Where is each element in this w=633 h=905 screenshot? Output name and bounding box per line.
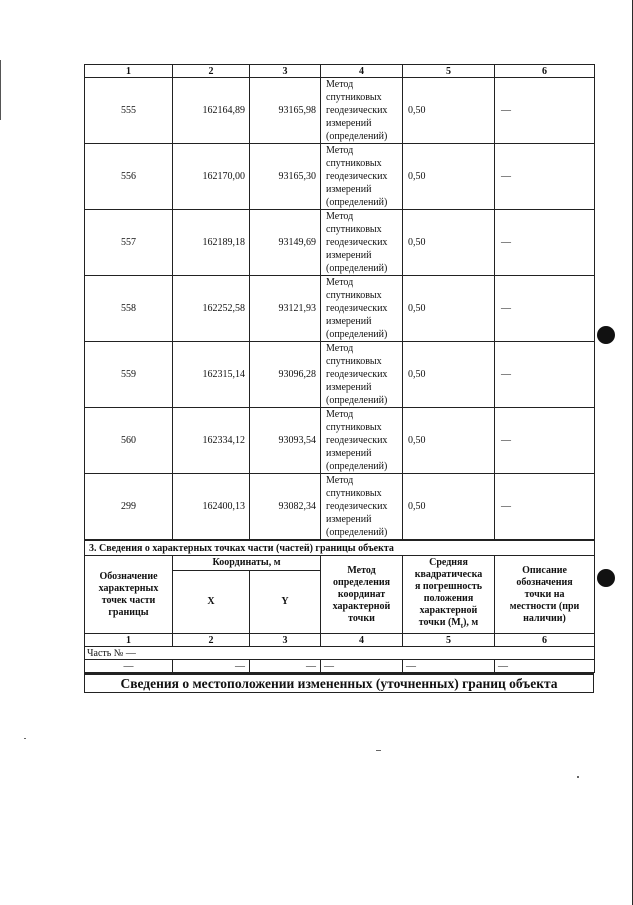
point-rows — [85, 78, 595, 540]
table-row — [85, 408, 595, 474]
column-number-row — [85, 634, 595, 647]
point-number: 560 — [85, 408, 173, 474]
column-number: 6 — [495, 65, 595, 78]
description-cell: — — [495, 342, 595, 408]
column-number: 3 — [250, 65, 321, 78]
description-cell: — — [495, 474, 595, 540]
method-line: геодезических — [326, 501, 388, 512]
table-cell: — — [85, 660, 173, 673]
accuracy-cell: 0,50 — [403, 276, 495, 342]
method-line: геодезических — [326, 369, 388, 380]
column-number: 6 — [495, 634, 595, 647]
coord-x: 162170,00 — [173, 144, 250, 210]
point-number: 559 — [85, 342, 173, 408]
coord-y: 93165,98 — [250, 78, 321, 144]
method-line: измерений — [326, 250, 372, 261]
accuracy-cell: 0,50 — [403, 474, 495, 540]
column-number: 5 — [403, 65, 495, 78]
point-number: 299 — [85, 474, 173, 540]
accuracy-cell: 0,50 — [403, 408, 495, 474]
table-row — [85, 210, 595, 276]
column-number-row — [85, 65, 595, 78]
method-line: спутниковых — [326, 422, 382, 433]
method-line: измерений — [326, 118, 372, 129]
method-line: геодезических — [326, 435, 388, 446]
points-table — [84, 64, 595, 540]
method-line: Метод — [326, 277, 354, 288]
method-cell — [321, 78, 403, 144]
header-description: Описание обозначения точки на местности (при наличии) — [495, 556, 595, 634]
method-line: (определений) — [326, 395, 388, 406]
scan-speck — [577, 776, 579, 778]
method-line: Метод — [326, 79, 354, 90]
table-cell: — — [250, 660, 321, 673]
scan-speck — [376, 750, 381, 751]
table-cell: — — [495, 660, 595, 673]
method-cell — [321, 210, 403, 276]
method-line: измерений — [326, 448, 372, 459]
method-line: Метод — [326, 145, 354, 156]
description-cell: — — [495, 78, 595, 144]
column-number: 4 — [321, 634, 403, 647]
coord-x: 162189,18 — [173, 210, 250, 276]
method-cell — [321, 276, 403, 342]
description-cell: — — [495, 408, 595, 474]
table-row — [85, 474, 595, 540]
method-line: (определений) — [326, 131, 388, 142]
table-row — [85, 144, 595, 210]
column-number: 2 — [173, 65, 250, 78]
table-row — [85, 342, 595, 408]
description-cell: — — [495, 144, 595, 210]
accuracy-cell: 0,50 — [403, 342, 495, 408]
table-cell: — — [321, 660, 403, 673]
method-line: измерений — [326, 316, 372, 327]
table-row — [85, 276, 595, 342]
method-line: геодезических — [326, 303, 388, 314]
method-line: Метод — [326, 343, 354, 354]
coord-y: 93082,34 — [250, 474, 321, 540]
method-line: (определений) — [326, 197, 388, 208]
document-sheet — [84, 64, 594, 693]
point-number: 557 — [85, 210, 173, 276]
scan-edge-mark — [0, 60, 1, 120]
coord-x: 162315,14 — [173, 342, 250, 408]
method-cell — [321, 144, 403, 210]
coord-y: 93121,93 — [250, 276, 321, 342]
header-designation: Обозначение характерных точек части границы — [85, 556, 173, 634]
header-x: X — [173, 571, 250, 634]
method-line: спутниковых — [326, 224, 382, 235]
coord-y: 93093,54 — [250, 408, 321, 474]
method-line: измерений — [326, 514, 372, 525]
method-line: спутниковых — [326, 290, 382, 301]
column-number: 4 — [321, 65, 403, 78]
method-line: геодезических — [326, 105, 388, 116]
coord-x: 162334,12 — [173, 408, 250, 474]
method-cell — [321, 342, 403, 408]
method-cell — [321, 474, 403, 540]
section3-table — [84, 540, 595, 673]
method-line: (определений) — [326, 263, 388, 274]
method-line: (определений) — [326, 461, 388, 472]
coord-y: 93149,69 — [250, 210, 321, 276]
method-line: спутниковых — [326, 158, 382, 169]
column-number: 2 — [173, 634, 250, 647]
description-cell: — — [495, 210, 595, 276]
method-line: (определений) — [326, 329, 388, 340]
table-cell: — — [173, 660, 250, 673]
column-number: 1 — [85, 634, 173, 647]
table-row — [85, 78, 595, 144]
method-line: спутниковых — [326, 356, 382, 367]
coord-x: 162252,58 — [173, 276, 250, 342]
method-line: Метод — [326, 475, 354, 486]
column-number: 1 — [85, 65, 173, 78]
method-line: Метод — [326, 409, 354, 420]
section3-title: 3. Сведения о характерных точках части (частей) границы объекта — [85, 541, 595, 556]
method-line: (определений) — [326, 527, 388, 538]
point-number: 555 — [85, 78, 173, 144]
footer-section-title: Сведения о местоположении измененных (уточненных) границ объекта — [84, 673, 594, 693]
method-line: спутниковых — [326, 488, 382, 499]
method-cell — [321, 408, 403, 474]
description-cell: — — [495, 276, 595, 342]
coord-x: 162164,89 — [173, 78, 250, 144]
coord-x: 162400,13 — [173, 474, 250, 540]
header-coordinates: Координаты, м — [173, 556, 321, 571]
accuracy-cell: 0,50 — [403, 144, 495, 210]
method-line: измерений — [326, 184, 372, 195]
header-accuracy: Средняя квадратическа я погрешность положения характерной точки $(M_t)$, м — [403, 556, 495, 634]
method-line: измерений — [326, 382, 372, 393]
method-line: спутниковых — [326, 92, 382, 103]
point-number: 558 — [85, 276, 173, 342]
method-line: Метод — [326, 211, 354, 222]
column-number: 3 — [250, 634, 321, 647]
header-method: Метод определения координат характерной точки — [321, 556, 403, 634]
coord-y: 93165,30 — [250, 144, 321, 210]
empty-row — [85, 660, 595, 673]
header-y: Y — [250, 571, 321, 634]
method-line: геодезических — [326, 237, 388, 248]
scan-speck — [24, 738, 26, 739]
coord-y: 93096,28 — [250, 342, 321, 408]
accuracy-cell: 0,50 — [403, 78, 495, 144]
punch-hole — [597, 569, 615, 587]
punch-hole — [597, 326, 615, 344]
table-cell: — — [403, 660, 495, 673]
method-line: геодезических — [326, 171, 388, 182]
part-label: Часть № — — [85, 647, 595, 660]
accuracy-cell: 0,50 — [403, 210, 495, 276]
column-number: 5 — [403, 634, 495, 647]
point-number: 556 — [85, 144, 173, 210]
